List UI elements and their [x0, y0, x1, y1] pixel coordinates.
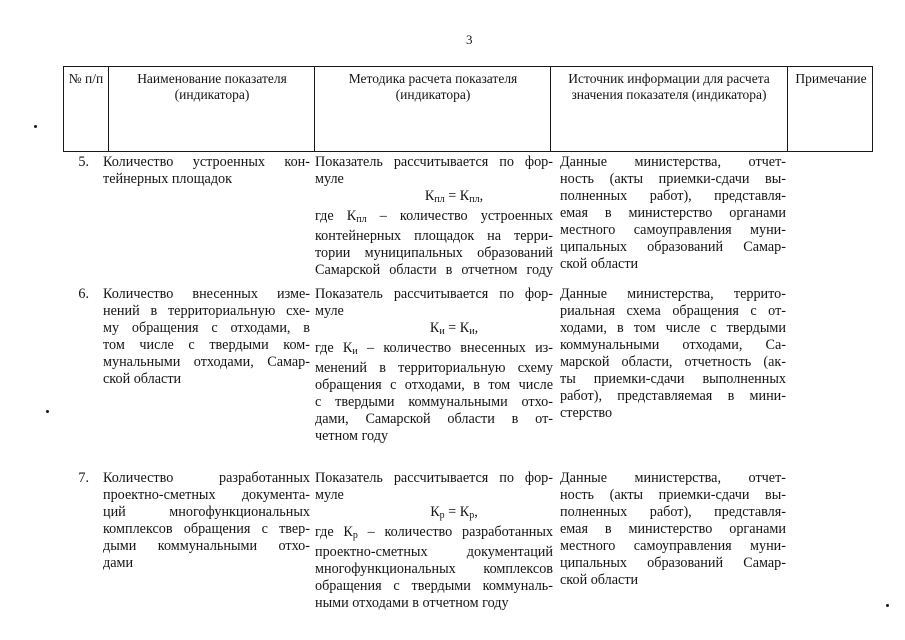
name-line: мунальными отходами, Самар- — [103, 354, 310, 370]
method-desc-line: где $К_и$ – количество внесенных из- — [315, 340, 554, 357]
scan-speck — [46, 410, 49, 413]
header-divider — [550, 66, 551, 152]
name-line: дыми коммунальными отхо- — [103, 538, 310, 554]
header-bottom-border — [63, 151, 873, 152]
method-desc-line: четном году — [315, 428, 389, 444]
indicator-name — [103, 154, 310, 188]
source-line: коммунальными отходами, Са- — [560, 337, 786, 353]
method-desc-line: ными отходами в отчетном году — [315, 595, 509, 611]
source-line: ской области — [560, 572, 639, 588]
method-desc-line: где $К_{пл}$ – количество устроенных — [315, 208, 553, 225]
source — [560, 470, 786, 589]
method-desc-line: менений в территориальную схему — [315, 360, 553, 376]
source-line: ципальных образований Самар- — [560, 555, 786, 571]
name-line: том числе с твердыми ком- — [103, 337, 310, 353]
header-top-border — [63, 66, 873, 67]
header-col-source: Источник информации для расчета значения показателя (индикатора) — [568, 71, 770, 102]
formula: $К_и = К_и$, — [429, 320, 479, 337]
method-desc-line: обращения с отходами, в том числе — [315, 377, 553, 393]
name-line: Количество устроенных кон- — [103, 154, 310, 170]
source-line: марской области, отчетность (ак- — [560, 354, 786, 370]
name-line: проектно-сметных документа- — [103, 487, 310, 503]
header-col-name: Наименование показателя (индикатора) — [137, 71, 287, 102]
source-line: риальная схема обращения с от- — [560, 303, 786, 319]
method-desc-line: обращения с твердыми коммуналь- — [315, 578, 553, 594]
formula: $К_р = К_р$, — [430, 504, 478, 521]
source-line: Данные министерства, отчет- — [560, 154, 786, 170]
source — [560, 286, 786, 422]
source-line: местного самоуправления муни- — [560, 538, 786, 554]
header-divider — [108, 66, 109, 152]
name-line: ций многофункциональных — [103, 504, 310, 520]
header-divider — [787, 66, 788, 152]
method-line: Показатель рассчитывается по фор- — [315, 286, 553, 302]
header-divider — [314, 66, 315, 152]
method — [315, 470, 553, 612]
method-desc-line: где $К_р$ – количество разработанных — [315, 524, 553, 541]
name-line: Количество внесенных изме- — [103, 286, 310, 302]
method-line: муле — [315, 487, 344, 503]
name-line: му обращения с отходами, в — [103, 320, 310, 336]
source-line: полненных работ), представля- — [560, 504, 786, 520]
source-line: ской области — [560, 256, 639, 272]
header-divider — [63, 66, 64, 152]
name-line: комплексов обращения с твер- — [103, 521, 310, 537]
row-number: 5. — [78, 154, 89, 170]
method-desc-line: контейнерных площадок на терри- — [315, 228, 553, 244]
source-line: ходами, в том числе с твердыми — [560, 320, 786, 336]
source-line: стерство — [560, 405, 613, 421]
name-line: дами — [103, 555, 134, 571]
source-line: ципальных образований Самар- — [560, 239, 786, 255]
header-col-num: № п/п — [68, 71, 104, 86]
indicator-name — [103, 470, 310, 572]
source — [560, 154, 786, 273]
source-line: полненных работ), представля- — [560, 188, 786, 204]
source-line: ность (акты приемки-сдачи вы- — [560, 487, 786, 503]
page-number: 3 — [466, 32, 473, 47]
indicator-name — [103, 286, 310, 388]
header-col-method: Методика расчета показателя (индикатора) — [348, 71, 518, 102]
source-line: емая в министерство органами — [560, 205, 786, 221]
source-line: Данные министерства, террито- — [560, 286, 786, 302]
source-line: работ), представляемая в мини- — [560, 388, 786, 404]
scan-speck — [886, 604, 889, 607]
method-line: муле — [315, 303, 344, 319]
name-line: ской области — [103, 371, 182, 387]
method-line: муле — [315, 171, 344, 187]
source-line: ность (акты приемки-сдачи вы- — [560, 171, 786, 187]
table-header — [63, 66, 873, 152]
source-line: ты приемки-сдачи выполненных — [560, 371, 786, 387]
source-line: Данные министерства, отчет- — [560, 470, 786, 486]
method — [315, 286, 553, 445]
source-line: емая в министерство органами — [560, 521, 786, 537]
scan-speck — [34, 125, 37, 128]
row-number: 7. — [78, 470, 89, 486]
name-line: тейнерных площадок — [103, 171, 233, 187]
header-col-note: Примечание — [795, 71, 867, 86]
method-desc-line: проектно-сметных документаций — [315, 544, 553, 560]
method-desc-line: многофункциональных комплексов — [315, 561, 553, 577]
row-number: 6. — [78, 286, 89, 302]
source-line: местного самоуправления муни- — [560, 222, 786, 238]
method-line: Показатель рассчитывается по фор- — [315, 470, 553, 486]
name-line: Количество разработанных — [103, 470, 310, 486]
method-desc-line: с твердыми коммунальными отхо- — [315, 394, 553, 410]
formula: $К_{пл} = К_{пл}$, — [424, 188, 484, 205]
method-desc-line: тории муниципальных образований — [315, 245, 553, 261]
name-line: нений в территориальную схе- — [103, 303, 310, 319]
method — [315, 154, 553, 279]
method-desc-line: Самарской области в отчетном году — [315, 262, 553, 278]
method-desc-line: дами, Самарской области в от- — [315, 411, 553, 427]
method-line: Показатель рассчитывается по фор- — [315, 154, 553, 170]
